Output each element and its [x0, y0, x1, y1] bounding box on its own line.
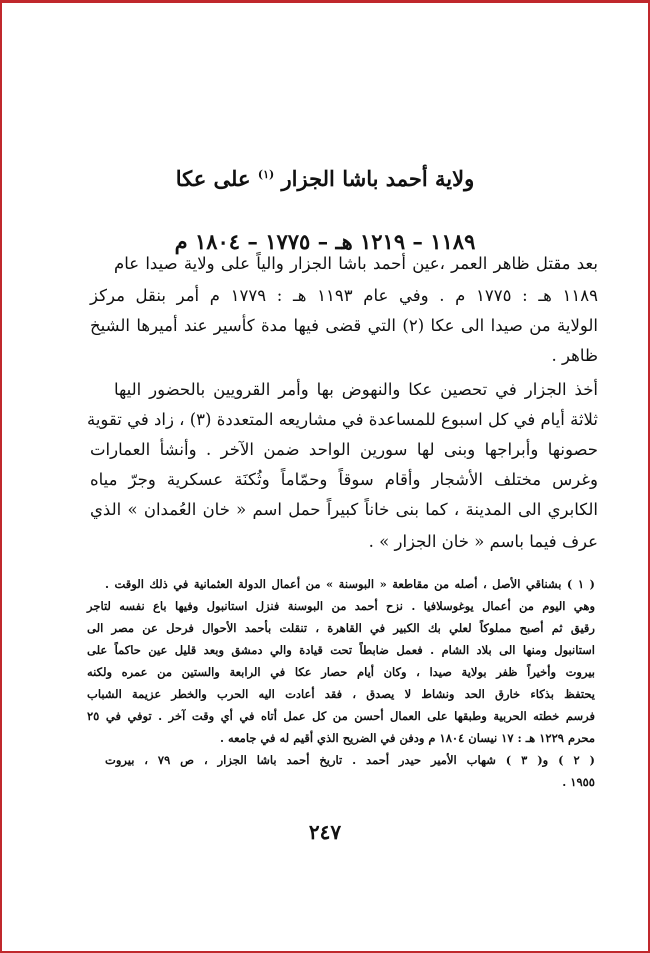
footnote-line: بيروت وأخيراً ظفر بولاية صيدا ، وكان أيام حصار عكا في الرابعة والستين من عمره ولكنه — [87, 665, 595, 679]
paragraph-line: بعد مقتل ظاهر العمر ،عين أحمد باشا الجزار والياً على ولاية صيدا عام — [114, 254, 598, 273]
footnote-line: فرسم خطته الحربية وطبقها على العمال أحسن من كل عمل أتاه في أي وقت آخر . توفي في ٢٥ — [87, 709, 595, 723]
paragraph-line: حصونها وأبراجها وبنى لها سورين الواحد ضمن الآخر . وأنشأ العمارات — [90, 440, 598, 459]
footnote-line: رقيق ثم أصبح مملوكاً لعلي بك الكبير في القاهرة ، تنقلت بأحمد الأحوال فرحل عن مصر الى — [87, 621, 595, 635]
footnote-line: ( ١ ) بشناقي الأصل ، أصله من مقاطعة « البوسنة » من أعمال الدولة العثمانية في ذلك الوقت . — [105, 577, 595, 591]
paragraph-line: ثلاثة أيام في كل اسبوع للمساعدة في مشاريعه المتعددة (٣) ، زاد في تقوية — [86, 410, 598, 429]
footnote-line: وهي اليوم من أعمال يوغوسلافيا . نزح أحمد من البوسنة فنزل استانبول وفيها باع نفسه لتاجر — [87, 599, 595, 613]
footnote-line: استانبول ومنها الى بلاد الشام . فعمل ضابطاً تحت قيادة والي دمشق وبعد قليل عين حاكماً على — [87, 643, 595, 657]
title-text: ولاية أحمد باشا الجزار — [281, 166, 475, 191]
paragraph-line: ١١٨٩ هـ : ١٧٧٥ م . وفي عام ١١٩٣ هـ : ١٧٧٩ م أمر بنقل مركز — [90, 286, 598, 305]
title-footnote-ref: (١) — [257, 168, 275, 181]
paragraph-line: وغرس مختلف الأشجار وأقام سوقاً وحمّاماً وثُكنَة عسكرية وجرّ مياه — [90, 470, 598, 489]
chapter-title — [0, 166, 650, 191]
paragraph-line: عرف فيما باسم « خان الجزار » . — [368, 532, 598, 551]
paragraph-line: الولاية من صيدا الى عكا (٢) التي قضى فيها مدة كأسير عند أميرها الشيخ — [90, 316, 598, 335]
paragraph-line: أخذ الجزار في تحصين عكا والنهوض بها وأمر القرويين بالحضور اليها — [114, 380, 598, 399]
paragraph-line: ظاهر . — [551, 346, 598, 365]
title-text-end: على عكا — [175, 166, 251, 191]
chapter-dates: ١١٨٩ – ١٢١٩ هـ – ١٧٧٥ – ١٨٠٤ م — [174, 229, 476, 254]
footnote-line: يحتفظ بذكاء خارق الحد ونشاط لا يصدق ، فقد أعادت اليه الحرب والخطر عزيمة الشباب — [87, 687, 595, 701]
page-number: ٢٤٧ — [308, 820, 342, 844]
footnote-line: ( ٢ ) و( ٣ ) شهاب الأمير حيدر أحمد . تاريخ أحمد باشا الجزار ، ص ٧٩ ، بيروت — [105, 753, 595, 767]
footnote-line: ١٩٥٥ . — [562, 775, 595, 789]
paragraph-line: الكابري الى المدينة ، كما بنى خاناً كبيراً حمل اسم « خان العُمدان » الذي — [90, 500, 598, 519]
footnote-line: محرم ١٢٢٩ هـ : ١٧ نيسان ١٨٠٤ م ودفن في الضريح الذي أقيم له في جامعه . — [219, 731, 595, 745]
